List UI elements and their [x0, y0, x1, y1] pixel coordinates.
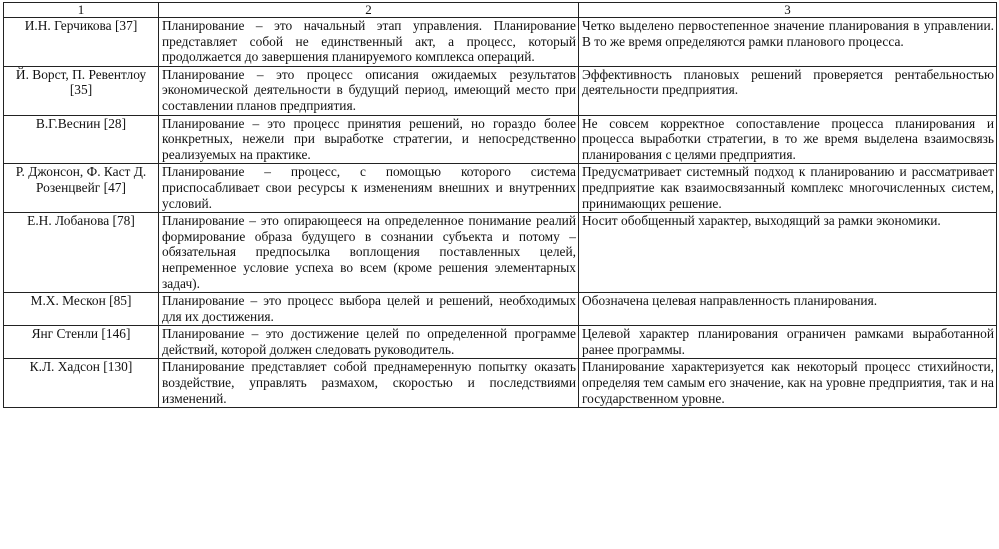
table-row [4, 115, 997, 164]
comment-cell: Четко выделено первостепенное значение планирования в управлении. В то же время определяются рамки планового процесса. [579, 18, 997, 67]
table-row [4, 293, 997, 326]
table-row [4, 66, 997, 115]
author-cell: М.Х. Мескон [85] [4, 293, 159, 326]
table-row [4, 213, 997, 293]
definition-cell: Планирование – процесс, с помощью которого система приспосабливает свои ресурсы к изменениям внешних и внутренних условий. [159, 164, 579, 213]
author-cell: К.Л. Хадсон [130] [4, 359, 159, 408]
comment-cell: Носит обобщенный характер, выходящий за рамки экономики. [579, 213, 997, 293]
author-cell: И.Н. Герчикова [37] [4, 18, 159, 67]
header-row [4, 3, 997, 18]
definition-cell: Планирование – это процесс принятия решений, но гораздо более конкретных, нежели при выработке стратегии, и непосредственно реализуемых на практике. [159, 115, 579, 164]
definition-cell: Планирование – это начальный этап управления. Планирование представляет собой не единственный акт, а процесс, который продолжается до завершения планируемого комплекса операций. [159, 18, 579, 67]
author-cell: Р. Джонсон, Ф. Каст Д. Розенцвейг [47] [4, 164, 159, 213]
table-row [4, 326, 997, 359]
definition-cell: Планирование представляет собой преднамеренную попытку оказать воздействие, управлять размахом, скоростью и последствиями изменений. [159, 359, 579, 408]
table-row [4, 164, 997, 213]
comment-cell: Обозначена целевая направленность планирования. [579, 293, 997, 326]
column-header-3: 3 [579, 3, 997, 18]
column-header-2: 2 [159, 3, 579, 18]
table-row [4, 18, 997, 67]
comment-cell: Целевой характер планирования ограничен рамками выработанной ранее программы. [579, 326, 997, 359]
comment-cell: Не совсем корректное сопоставление процесса планирования и процесса выработки стратегии, в то же время выделена взаимосвязь планирования с целями предприятия. [579, 115, 997, 164]
definition-cell: Планирование – это опирающееся на определенное понимание реалий формирование образа будущего в сознании субъекта и потому – обязательная предпосылка воплощения поставленных целей, непременное условие успеха во всем (кроме решения элементарных задач). [159, 213, 579, 293]
author-cell: В.Г.Веснин [28] [4, 115, 159, 164]
comment-cell: Эффективность плановых решений проверяется рентабельностью деятельности предприятия. [579, 66, 997, 115]
table-row [4, 359, 997, 408]
comment-cell: Предусматривает системный подход к планированию и рассматривает предприятие как взаимосвязанный комплекс многочисленных систем, принимающих решение. [579, 164, 997, 213]
author-cell: Й. Ворст, П. Ревентлоу [35] [4, 66, 159, 115]
definitions-table [3, 2, 997, 408]
definition-cell: Планирование – это процесс описания ожидаемых результатов экономической деятельности в будущий период, имеющий место при составлении планов предприятия. [159, 66, 579, 115]
definition-cell: Планирование – это достижение целей по определенной программе действий, которой должен следовать руководитель. [159, 326, 579, 359]
author-cell: Янг Стенли [146] [4, 326, 159, 359]
definition-cell: Планирование – это процесс выбора целей и решений, необходимых для их достижения. [159, 293, 579, 326]
author-cell: Е.Н. Лобанова [78] [4, 213, 159, 293]
column-header-1: 1 [4, 3, 159, 18]
comment-cell: Планирование характеризуется как некоторый процесс стихийности, определяя тем самым его значение, как на уровне предприятия, так и на государственном уровне. [579, 359, 997, 408]
